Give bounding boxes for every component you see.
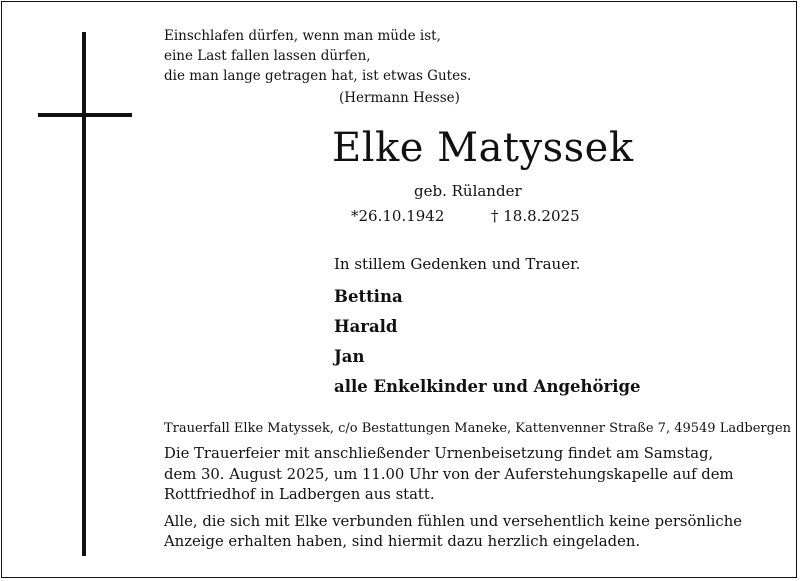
- poem-author: (Hermann Hesse): [339, 90, 460, 106]
- ceremony-line: dem 30. August 2025, um 11.00 Uhr von der Auferstehungskapelle auf dem: [164, 465, 734, 483]
- mourner-name: Bettina: [334, 287, 403, 306]
- cross-icon: [82, 32, 86, 556]
- deceased-name: Elke Matyssek: [332, 125, 634, 171]
- ceremony-line: Rottfriedhof in Ladbergen aus statt.: [164, 486, 435, 503]
- invitation-line: Anzeige erhalten haben, sind hiermit dazu herzlich eingeladen.: [164, 533, 641, 550]
- mourner-name: Jan: [334, 347, 365, 366]
- cross-icon-bar: [38, 113, 132, 117]
- poem-line: Einschlafen dürfen, wenn man müde ist,: [164, 28, 441, 44]
- mourner-name: alle Enkelkinder und Angehörige: [334, 377, 641, 396]
- invitation-line: Alle, die sich mit Elke verbunden fühlen und versehentlich keine persönliche: [164, 512, 742, 530]
- mourner-name: Harald: [334, 317, 398, 336]
- birth-date: *26.10.1942: [351, 207, 445, 225]
- ceremony-line: Die Trauerfeier mit anschließender Urnenbeisetzung findet am Samstag,: [164, 445, 714, 462]
- poem-quote: [164, 26, 471, 86]
- ceremony-info: [164, 444, 784, 553]
- poem-line: eine Last fallen lassen dürfen,: [164, 48, 371, 64]
- contact-address: Trauerfall Elke Matyssek, c/o Bestattungen Maneke, Kattenvenner Straße 7, 49549 Ladbergen: [164, 421, 792, 436]
- obituary-notice: [1, 1, 797, 578]
- mourning-intro: In stillem Gedenken und Trauer.: [334, 255, 581, 273]
- poem-line: die man lange getragen hat, ist etwas Gutes.: [164, 68, 472, 84]
- birth-name: geb. Rülander: [414, 182, 522, 200]
- death-date: † 18.8.2025: [491, 207, 580, 225]
- mourners-list: [334, 282, 641, 402]
